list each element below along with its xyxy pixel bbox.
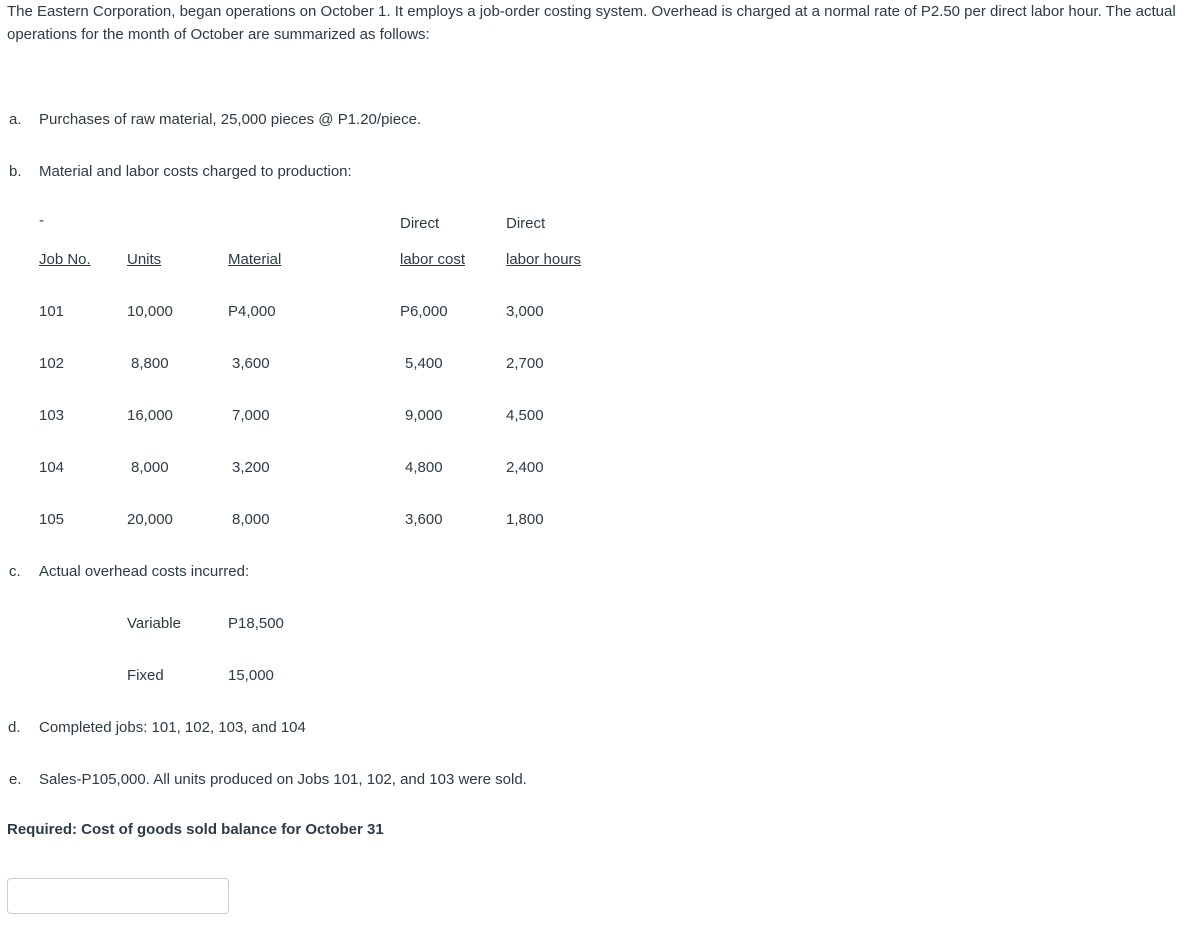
header-job-no: Job No. — [39, 251, 91, 268]
cell-units: 10,000 — [127, 303, 173, 320]
cell-dlh: 3,000 — [506, 303, 544, 320]
header-dlc: labor cost — [400, 251, 466, 268]
cell-job: 101 — [39, 303, 65, 320]
cell-dlc: 9,000 — [405, 407, 443, 424]
cell-units: 8,000 — [131, 459, 169, 476]
item-b-marker: b. — [9, 163, 22, 180]
item-d-text: Completed jobs: 101, 102, 103, and 104 — [39, 719, 306, 736]
overhead-fixed-value: 15,000 — [228, 667, 274, 684]
cell-job: 105 — [39, 511, 65, 528]
item-e-text: Sales-P105,000. All units produced on Jobs 101, 102, and 103 were sold. — [39, 771, 527, 788]
item-a-text: Purchases of raw material, 25,000 pieces @ P1.20/piece. — [39, 111, 422, 128]
cell-dlh: 2,700 — [506, 355, 544, 372]
problem-intro: The Eastern Corporation, began operations on October 1. It employs a job-order costing system. Overhead is charged at a normal rate of P2.50 per direct labor hour. The actual operations for the month of October are summarized as follows: — [7, 3, 1176, 43]
overhead-variable-label: Variable — [127, 615, 181, 632]
cell-material: 7,000 — [232, 407, 270, 424]
overhead-fixed-label: Fixed — [127, 667, 164, 684]
overhead-variable-value: P18,500 — [228, 615, 284, 632]
header-units: Units — [127, 251, 162, 268]
cell-dlc: 3,600 — [405, 511, 443, 528]
item-c-text: Actual overhead costs incurred: — [39, 563, 250, 580]
cell-dlc: 4,800 — [405, 459, 443, 476]
cell-job: 103 — [39, 407, 65, 424]
cell-job: 102 — [39, 355, 65, 372]
required-prompt: Required: Cost of goods sold balance for October 31 — [7, 821, 384, 838]
cell-dlc: 5,400 — [405, 355, 443, 372]
item-e-marker: e. — [9, 771, 22, 788]
stray-mark: - — [39, 212, 44, 229]
item-c-marker: c. — [9, 563, 21, 580]
item-d-marker: d. — [8, 719, 21, 736]
cell-dlh: 1,800 — [506, 511, 544, 528]
cell-units: 8,800 — [131, 355, 169, 372]
cell-material: 3,600 — [232, 355, 270, 372]
cell-material: 8,000 — [232, 511, 270, 528]
cell-dlh: 2,400 — [506, 459, 544, 476]
item-b-text: Material and labor costs charged to production: — [39, 163, 352, 180]
cell-dlc: P6,000 — [400, 303, 448, 320]
header-dlh-top: Direct — [506, 215, 546, 232]
cell-dlh: 4,500 — [506, 407, 544, 424]
header-material: Material — [228, 251, 282, 268]
answer-input[interactable] — [7, 878, 229, 914]
header-dlh: labor hours — [506, 251, 582, 268]
cell-units: 16,000 — [127, 407, 173, 424]
cell-units: 20,000 — [127, 511, 173, 528]
header-dlc-top: Direct — [400, 215, 440, 232]
cell-material: 3,200 — [232, 459, 270, 476]
cell-material: P4,000 — [228, 303, 276, 320]
cell-job: 104 — [39, 459, 65, 476]
item-a-marker: a. — [9, 111, 22, 128]
